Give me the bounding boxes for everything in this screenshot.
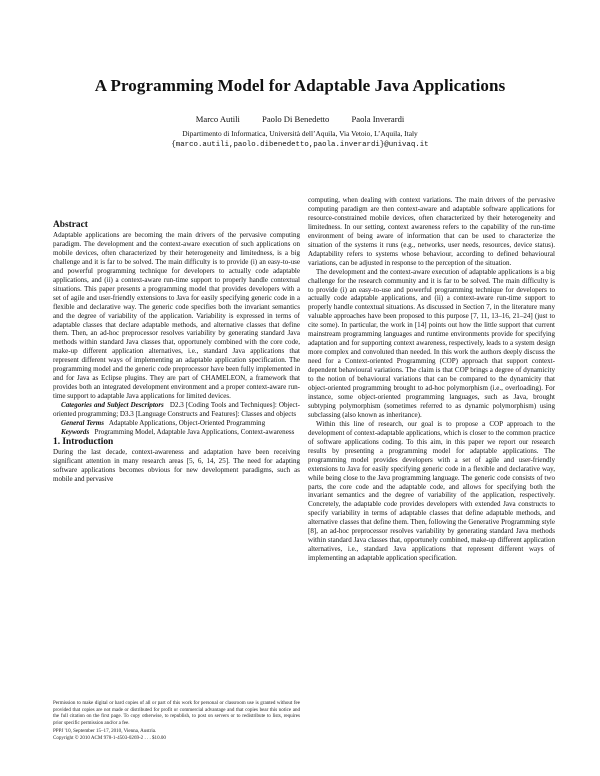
abstract-text: Adaptable applications are becoming the main drivers of the pervasive computing paradigm. The development and the context-aware execution of such applications on mobile devices, often characterized by their heterogeneity and limitedness, is a big challenge and it is far to be solved. The main difficulty is to provide (i) an easy-to-use and powerful programming technique for developers to actually code adaptable applications, and (ii) a context-aware run-time support to properly handle contextual situations. This paper presents a programming model that provides developers with a set of agile and user-friendly extensions to Java for easily specifying generic code in a flexible and declarative way. The generic code specifies both the invariant semantics and the degree of variability of the application. Variability is expressed in terms of adaptable classes that declare adaptable methods, and alternative classes that define them. Then, an ad-hoc preprocessor resolves variability by generating standard Java methods within standard Java classes that, opportunely combined with the core code, make-up different application alternatives, i.e., standard Java applications that represent different ways of implementing an adaptable application specification. The programming model and the generic code preprocessor have been fully implemented in and for Java as Eclipse plugins. They are part of CHAMELEON, a framework that provides both an integrated development environment and a proper context-aware run-time support to adaptable Java applications for limited devices. [53, 231, 300, 401]
permission-footnote [53, 700, 300, 742]
keywords-block [53, 428, 300, 437]
right-column [308, 196, 555, 563]
author-name: Paola Inverardi [351, 114, 405, 124]
introduction-heading: 1. Introduction [53, 436, 114, 447]
categories-text: D2.3 [Coding Tools and Techniques]: Object-oriented programming; D3.3 [Language Constructs and Features]: Classes and objects [53, 401, 300, 419]
left-column [53, 220, 300, 484]
abstract-heading: Abstract [53, 220, 88, 230]
categories-label: Categories and Subject Descriptors [61, 401, 164, 410]
body-paragraph: Within this line of research, our goal is to propose a COP approach to the development of context-adaptable applications, which is closer to the common practice of software applications coding. To this aim, in this paper we report our research results by presenting a programming model for adaptable applications. The programming model provides developers with a set of agile and user-friendly extensions to Java for easily specifying generic code in a flexible and declarative way, while being close to the Java programming language. The generic code consists of two parts, the core code and the adaptable code, and allows for specifying both the invariant semantics and the degree of variability of the application, respectively. Concretely, the adaptable code provides developers with extended Java constructs to specify variability in terms of adaptable classes that define adaptable methods, and alternative classes that define them. Then, following the Generative Programming style [8], an ad-hoc preprocessor resolves variability by generating standard Java methods within standard Java classes that, opportunely combined, make-up different application alternatives, i.e., standard Java applications that represent different ways of implementing an adaptable application specification. [308, 419, 555, 563]
venue-line: PPPJ '10, September 15–17, 2010, Vienna, Austria. [53, 728, 157, 735]
categories-block [53, 401, 300, 419]
body-paragraph: computing, when dealing with context variations. The main drivers of the pervasive computing paradigm are then context-aware and adaptable software applications for resource-constrained mobile devices, often characterized by their heterogeneity and limitedness. In our setting, context awareness refers to the capability of the run-time environment of being aware of information that can be used to characterize the situation of the systems it runs (e.g., networks, user needs, resources, device status). Adaptability refers to systems whose behaviour, according to defined behavioural variations, can be adjusted in response to the perception of the situation. [308, 196, 555, 267]
introduction-paragraph: During the last decade, context-awareness and adaptation have been receiving significant attention in many research areas [5, 6, 14, 25]. The need for adapting software applications becomes obvious for new development paradigms, such as mobile and pervasive [53, 447, 300, 483]
paper-title: A Programming Model for Adaptable Java Applications [94, 76, 506, 95]
keywords-text: Programming Model, Adaptable Java Applications, Context-awareness [94, 427, 295, 436]
body-paragraph: The development and the context-aware execution of adaptable applications is a big challenge for the research community and it is far to be solved. The main difficulty is to provide (i) an easy-to-use and powerful programming technique for developers to actually code adaptable applications, and (ii) a context-aware run-time support to properly handle contextual situations. As discussed in Section 7, in the literature many valuable approaches have been proposed to this purpose [7, 11, 13–16, 21–24] (just to cite some). In particular, the work in [14] points out how the little support that current mainstream programming languages and runtime environments provide for specifying adaptation and for supporting context awareness, respectively, leads to a system design more complex and convoluted than needed. In this work the authors deeply discuss the need for a Context-oriented Programming (COP) approach that support context-dependent behavioural variations. The claim is that COP brings a degree of dynamicity to the notion of behavioural variations that can be compared to the dynamicity that object-oriented programming brought to ad-hoc polymorphism (i.e., overloading). For instance, some object-oriented programming languages, such as Java, brought subtyping polymorphism (sometimes referred to as dynamic polymorphism) using subclassing (also known as inheritance). [308, 267, 555, 419]
author-affiliation: Dipartimento di Informatica, Università dell’Aquila, Via Vetoio, L’Aquila, Italy [182, 129, 418, 138]
author-name: Marco Autili [195, 114, 240, 124]
author-list [0, 114, 600, 124]
general-terms-block [53, 419, 300, 428]
copyright-line: Copyright © 2010 ACM 978-1-4503-0269-2 . . . $10.00 [53, 734, 166, 741]
permission-notice: Permission to make digital or hard copies of all or part of this work for personal or classroom use is granted without fee provided that copies are not made or distributed for profit or commercial advantage and that copies bear this notice and the full citation on the first page. To copy otherwise, to republish, to post on servers or to redistribute to lists, requires prior specific permission and/or a fee. [53, 700, 300, 726]
author-name: Paolo Di Benedetto [262, 114, 330, 124]
keywords-label: Keywords [61, 427, 90, 436]
general-terms-text: Adaptable Applications, Object-Oriented Programming [108, 419, 266, 428]
author-email[interactable]: {marco.autili,paolo.dibenedetto,paola.inverardi}@univaq.it [171, 141, 429, 149]
general-terms-label: General Terms [61, 419, 105, 428]
